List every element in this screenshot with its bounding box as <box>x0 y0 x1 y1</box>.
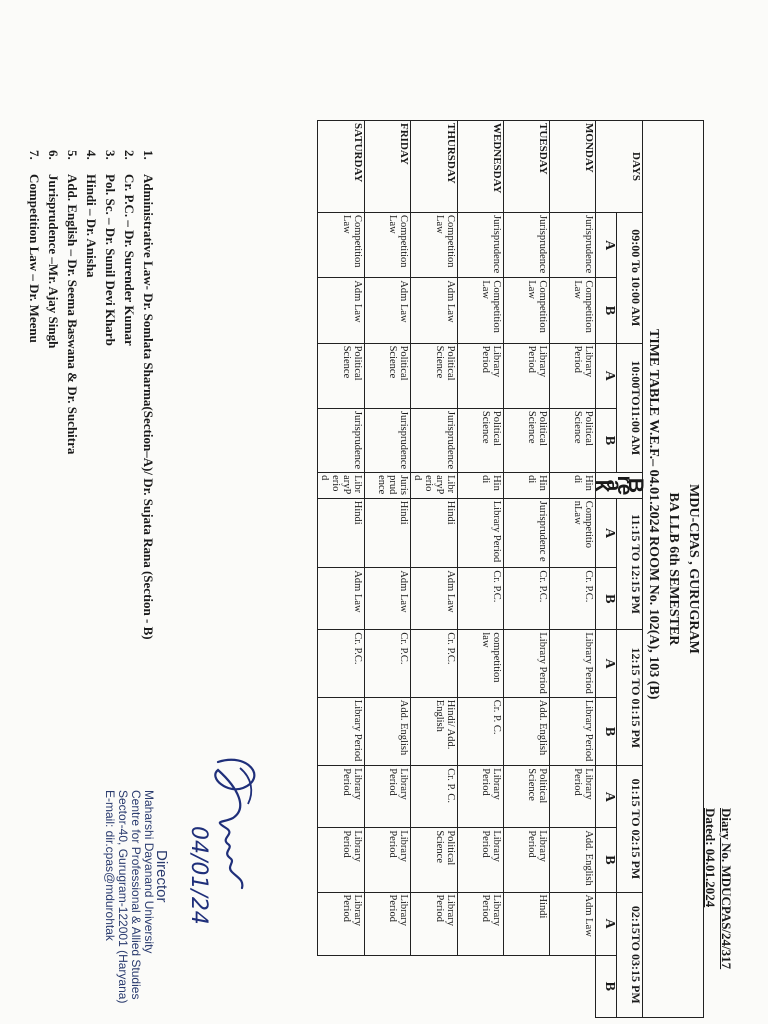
signature-date: 04/01/24 <box>186 826 211 925</box>
timetable-title: TIME TABLE W.E.F.– 04.01.2024 ROOM No. 102(A), 103 (B) <box>643 121 664 1018</box>
period-cell: Library Period <box>458 828 504 892</box>
director-address: Sector-40, Gurugram-122001 (Haryana) <box>116 790 130 1004</box>
period-cell: Political Science <box>318 343 365 408</box>
period-cell: Adm Law <box>318 568 365 630</box>
period-cell: Hindi <box>550 473 596 499</box>
period-cell: Political Science <box>411 343 458 408</box>
period-cell: Library Period <box>318 892 365 955</box>
teacher-item: 7.Competition Law – Dr. Meenu <box>27 150 42 343</box>
period-cell: Library Period <box>550 630 596 697</box>
director-university: Maharshi Dayanand University <box>142 790 156 954</box>
period-cell: Jurisprudence <box>550 213 596 278</box>
day-label: MONDAY <box>550 121 596 213</box>
section-a-header: A <box>596 343 617 408</box>
period-cell: competition law <box>458 630 504 697</box>
day-row <box>318 121 365 1018</box>
period-cell: Political Science <box>458 408 504 472</box>
teacher-item: 6.Jurisprudence –Mr. Ajay Singh <box>46 150 61 349</box>
period-cell: Hindi/ Add. English <box>411 697 458 765</box>
section-b-header: B <box>596 408 617 472</box>
institute-title: MDU-CPAS , GURUGRAM <box>683 121 704 1018</box>
section-b-header: B <box>596 955 617 1017</box>
slot-header: 12:15 TO 01:15 PM <box>617 630 643 766</box>
day-row <box>504 121 550 1018</box>
period-cell: Political Science <box>504 408 550 472</box>
slot-header: 10:00TO11:00 AM <box>617 343 643 472</box>
period-cell: Library Period <box>318 766 365 828</box>
period-cell: LibraryPeriod <box>318 473 365 499</box>
period-cell: Adm Law <box>365 568 411 630</box>
period-cell: Cr. P.C. <box>504 568 550 630</box>
period-cell: Hindi <box>365 498 411 568</box>
period-cell: Hindi <box>318 498 365 568</box>
period-cell: Adm Law <box>411 278 458 343</box>
section-a-header: A <box>596 498 617 568</box>
day-row <box>365 121 411 1018</box>
section-a-header: A <box>596 630 617 697</box>
period-cell: Adm Law <box>411 568 458 630</box>
period-cell: Library Period <box>458 343 504 408</box>
semester-title: BA LLB 6th SEMESTER <box>663 121 683 1018</box>
period-cell: Library Period <box>458 766 504 828</box>
director-signature <box>178 748 288 925</box>
timetable <box>317 120 704 1018</box>
period-cell: Add. English <box>365 697 411 765</box>
day-row <box>458 121 504 1018</box>
break-column <box>591 473 647 499</box>
director-email: E-mail: dir.cpas@mdurohtak <box>103 790 117 941</box>
period-cell: Jurisprudence <box>504 213 550 278</box>
period-cell: Library Period <box>318 828 365 892</box>
period-cell: Competition Law <box>365 213 411 278</box>
period-cell: Competition Law <box>550 278 596 343</box>
period-cell: Add. English <box>550 828 596 892</box>
period-cell: Library Period <box>550 766 596 828</box>
period-cell: Political Science <box>365 343 411 408</box>
period-cell: Adm Law <box>365 278 411 343</box>
period-cell: Library Period <box>504 630 550 697</box>
section-b-header: B <box>596 828 617 892</box>
day-row <box>550 121 596 1018</box>
period-cell: Jurisprudence <box>365 408 411 472</box>
period-cell: Political Science <box>411 828 458 892</box>
period-cell: Jurisprudence <box>411 408 458 472</box>
period-cell: Adm Law <box>550 892 596 955</box>
period-cell: Cr. P.C. <box>365 630 411 697</box>
period-cell: Cr. P. C. <box>458 697 504 765</box>
period-cell: Competition Law <box>411 213 458 278</box>
period-cell: Library Period <box>550 343 596 408</box>
teacher-item: 5.Add. English – Dr. Seema Baswana & Dr. Suchitra <box>65 150 80 455</box>
period-cell: Competition Law <box>458 278 504 343</box>
period-cell: Adm Law <box>318 278 365 343</box>
period-cell: Library Period <box>550 697 596 765</box>
teacher-item: 3.Pol. Sc. – Dr. Sunil Devi Kharb <box>103 150 118 346</box>
days-header: DAYS <box>596 121 643 213</box>
teacher-list <box>25 150 158 640</box>
section-a-header: A <box>596 766 617 828</box>
period-cell: Jurisprudence <box>318 408 365 472</box>
period-cell: Hindi <box>504 892 550 955</box>
period-cell: Hindi <box>504 473 550 499</box>
period-cell: Competition Law <box>318 213 365 278</box>
period-cell: Competitio nLaw <box>550 498 596 568</box>
day-label: FRIDAY <box>365 121 411 213</box>
period-cell: Competition Law <box>504 278 550 343</box>
director-title: Director <box>153 850 170 903</box>
period-cell: Cr. P.C. <box>318 630 365 697</box>
slot-header: 09:00 To 10:00 AM <box>617 213 643 344</box>
period-cell: LibraryPeriod <box>411 473 458 499</box>
day-label: SATURDAY <box>318 121 365 213</box>
section-b-header: B <box>596 278 617 343</box>
slot-header: 01:15 TO 02:15 PM <box>617 766 643 892</box>
period-cell: Library Period <box>318 697 365 765</box>
section-a-header: A <box>596 213 617 278</box>
period-cell: Library Period <box>365 828 411 892</box>
period-cell: Library Period <box>504 343 550 408</box>
section-b-header: B <box>596 568 617 630</box>
slot-header: 02:15TO 03:15 PM <box>617 892 643 1017</box>
period-cell: Library Period <box>365 892 411 955</box>
period-cell: Jurisprudenc e <box>504 498 550 568</box>
section-b-header: B <box>596 697 617 765</box>
period-cell: Cr. P.C. <box>550 568 596 630</box>
break-label: Break <box>591 475 647 496</box>
period-cell: Jurisprudence <box>458 213 504 278</box>
section-a-header: A <box>596 892 617 955</box>
period-cell: Library Period <box>411 892 458 955</box>
period-cell: Add. English <box>504 697 550 765</box>
period-cell: Cr. P.C. <box>411 630 458 697</box>
slot-header: 11:15 TO 12:15 PM <box>617 498 643 630</box>
period-cell: Cr. P.C. <box>458 568 504 630</box>
period-cell: Political Science <box>550 408 596 472</box>
period-cell: Library Period <box>504 828 550 892</box>
period-cell: Library Period <box>458 892 504 955</box>
day-label: WEDNESDAY <box>458 121 504 213</box>
teacher-item: 2.Cr. P.C. – Dr. Surender Kumar <box>122 150 137 346</box>
teacher-item: 1.Administrative Law- Dr. Somlata Sharma(Section–A)/ Dr. Sujata Rana (Section - B) <box>141 150 156 640</box>
day-row <box>411 121 458 1018</box>
director-stamp <box>103 790 168 1003</box>
period-cell: Cr. P. C. <box>411 766 458 828</box>
period-cell: Hindi <box>411 498 458 568</box>
period-cell: Library Period <box>458 498 504 568</box>
day-label: TUESDAY <box>504 121 550 213</box>
teacher-item: 4.Hindi – Dr. Anisha <box>84 150 99 278</box>
day-label: THURSDAY <box>411 121 458 213</box>
director-centre: Centre for Professional & Allied Studies <box>129 790 143 1000</box>
diary-date: Dated: 04.01.2024 <box>703 808 718 908</box>
period-cell: Hindi <box>458 473 504 499</box>
period-cell: Political Science <box>504 766 550 828</box>
period-cell: Jurisprudence <box>365 473 411 499</box>
period-cell: Library Period <box>365 766 411 828</box>
diary-number: Diary No. MDUCPAS/24/317 <box>719 808 734 970</box>
diary-block <box>702 808 734 969</box>
